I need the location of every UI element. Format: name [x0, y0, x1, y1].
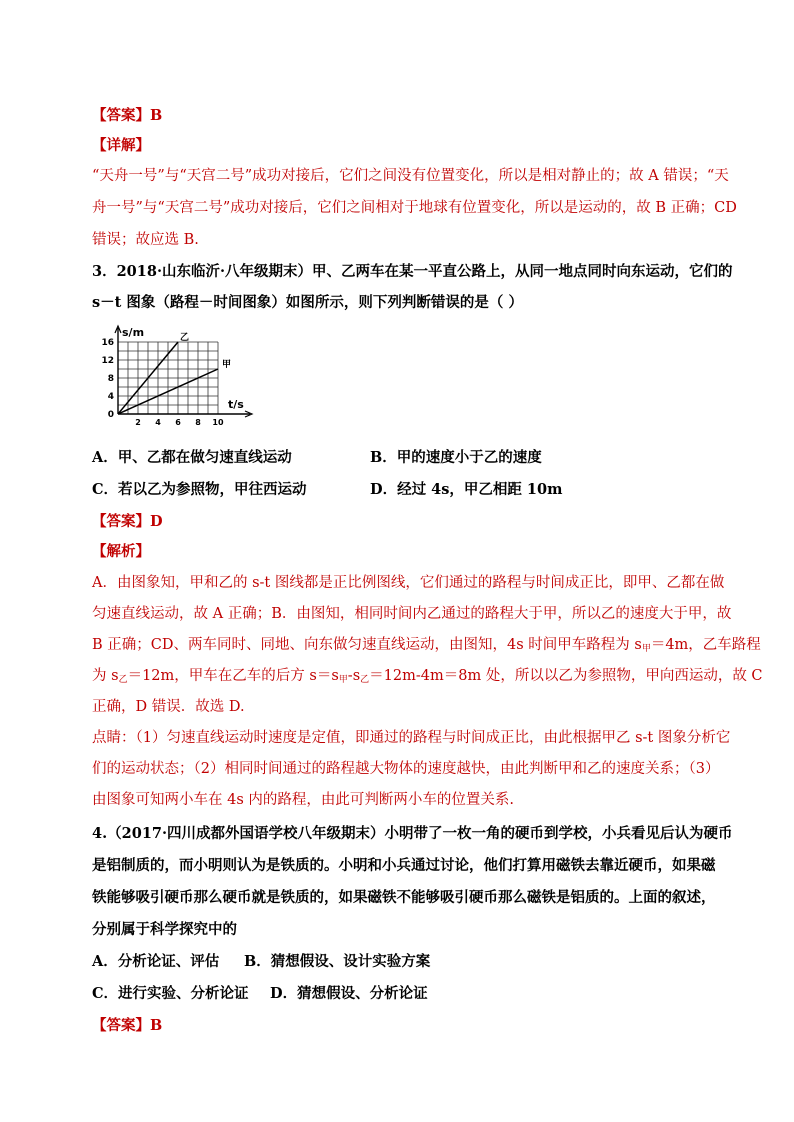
q4-stem-line-4: 分别属于科学探究中的	[92, 921, 237, 938]
answer-tag: 【答案】	[92, 1017, 150, 1034]
subscript: 乙	[360, 675, 370, 685]
q4-stem-line-1: 4.（2017·四川成都外国语学校八年级期末）小明带了一枚一角的硬币到学校，小兵看见后认为硬币	[92, 825, 733, 842]
y-tick-label: 12	[101, 356, 114, 366]
analysis-text: B 正确；CD、两车同时、同地、向东做匀速直线运动，由图知，4s 时间甲车路程为 s	[92, 637, 642, 653]
x-tick-label: 8	[195, 418, 201, 427]
q4-option-a: A．分析论证、评估	[92, 953, 220, 970]
y-tick-label: 0	[107, 410, 114, 420]
analysis-text: ＝12m-4m＝8m 处，所以以乙为参照物，甲向西运动，故 C	[369, 668, 763, 684]
subscript: 甲	[338, 675, 348, 685]
y-axis-label: s/m	[122, 326, 145, 339]
y-tick-label: 4	[107, 392, 114, 402]
answer-value: B	[150, 107, 163, 124]
q2-explanation-line-1: “天舟一号”与“天宫二号”成功对接后，它们之间没有位置变化，所以是相对静止的；故 A 错误；“天	[92, 168, 729, 184]
st-graph	[96, 324, 266, 434]
q3-option-d: D．经过 4s，甲乙相距 10m	[370, 481, 563, 498]
q4-answer-line	[92, 1014, 162, 1035]
q3-analysis-tag	[92, 540, 150, 561]
q4-stem-line-3: 铁能够吸引硬币那么硬币就是铁质的，如果磁铁不能够吸引硬币那么磁铁是铝质的。上面的叙述，	[92, 889, 716, 906]
x-tick-label: 6	[175, 418, 181, 427]
q3-option-c: C．若以乙为参照物，甲往西运动	[92, 481, 307, 498]
y-tick-label: 16	[101, 338, 114, 348]
q2-explanation-line-2: 舟一号”与“天宫二号”成功对接后，它们之间相对于地球有位置变化，所以是运动的，故 B 正确；CD	[92, 200, 737, 216]
subscript: 乙	[118, 675, 128, 685]
q3-analysis-line-2: 匀速直线运动，故 A 正确；B．由图知，相同时间内乙通过的路程大于甲，所以乙的速度大于甲，故	[92, 606, 732, 622]
q3-answer-line	[92, 510, 163, 531]
q3-option-a: A．甲、乙都在做匀速直线运动	[92, 449, 292, 466]
q3-option-b: B．甲的速度小于乙的速度	[370, 449, 542, 466]
analysis-text: -s	[347, 668, 361, 684]
q3-comment-line-1: 点睛：（1）匀速直线运动时速度是定值，即通过的路程与时间成正比，由此根据甲乙 s-t 图象分析它	[92, 730, 731, 746]
x-tick-label: 2	[135, 418, 141, 427]
q2-detail-tag	[92, 134, 150, 155]
analysis-text: ＝4m，乙车路程	[650, 637, 761, 653]
x-axis-label: t/s	[228, 398, 244, 411]
q4-option-b: B．猜想假设、设计实验方案	[244, 953, 431, 970]
subscript: 甲	[641, 644, 651, 654]
series-label: 乙	[180, 333, 190, 343]
q4-option-d: D．猜想假设、分析论证	[270, 985, 428, 1002]
answer-value: B	[150, 1017, 163, 1034]
q3-comment-line-2: 们的运动状态；（2）相同时间通过的路程越大物体的速度越快，由此判断甲和乙的速度关系；（3）	[92, 761, 720, 777]
q3-stem-line-2: s－t 图象（路程－时间图象）如图所示，则下列判断错误的是（ ）	[92, 294, 523, 311]
q3-analysis-line-3	[92, 633, 761, 654]
answer-tag: 【答案】	[92, 513, 150, 530]
q3-stem-line-1: 3．2018·山东临沂·八年级期末）甲、乙两车在某一平直公路上，从同一地点同时向东运动，它们的	[92, 263, 733, 280]
q2-answer-line	[92, 104, 162, 125]
answer-value: D	[150, 513, 163, 530]
series-label: 甲	[222, 360, 232, 370]
q4-stem-line-2: 是铝制质的，而小明则认为是铁质的。小明和小兵通过讨论，他们打算用磁铁去靠近硬币，如果磁	[92, 857, 716, 874]
x-tick-label: 4	[155, 418, 161, 427]
q3-analysis-line-1: A．由图象知，甲和乙的 s-t 图线都是正比例图线，它们通过的路程与时间成正比，即甲、乙都在做	[92, 575, 725, 591]
y-tick-label: 8	[107, 374, 114, 384]
answer-tag: 【答案】	[92, 107, 150, 124]
q3-analysis-line-5: 正确，D 错误．故选 D.	[92, 699, 245, 715]
detail-tag: 【详解】	[92, 137, 150, 154]
q2-explanation-line-3: 错误；故应选 B.	[92, 232, 199, 248]
analysis-text: ＝12m，甲车在乙车的后方 s＝s	[127, 668, 339, 684]
x-tick-label: 10	[212, 418, 224, 427]
graph-grid	[118, 342, 218, 414]
q3-comment-line-3: 由图象可知两小车在 4s 内的路程，由此可判断两小车的位置关系.	[92, 792, 514, 808]
q4-option-c: C．进行实验、分析论证	[92, 985, 249, 1002]
analysis-text: 为 s	[92, 668, 119, 684]
q3-analysis-line-4	[92, 664, 763, 685]
analysis-tag: 【解析】	[92, 543, 150, 560]
